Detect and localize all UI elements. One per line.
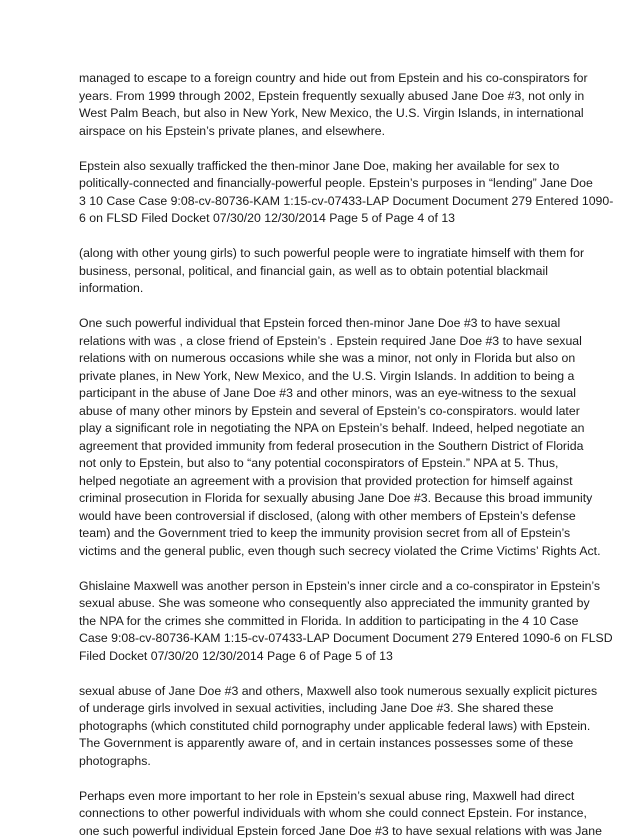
text-line: not only to Epstein, but also to “any potential coconspirators of Epstein.” NPA at 5. Thus, bbox=[79, 455, 564, 473]
paragraph-2 bbox=[79, 158, 564, 228]
text-line: 3 10 Case Case 9:08-cv-80736-KAM 1:15-cv-07433-LAP Document Document 279 Entered 1090- bbox=[79, 193, 564, 211]
text-line: 6 on FLSD Filed Docket 07/30/20 12/30/2014 Page 5 of Page 4 of 13 bbox=[79, 210, 564, 228]
text-line: connections to other powerful individuals with whom she could connect Epstein. For instance, bbox=[79, 805, 564, 823]
text-line: years. From 1999 through 2002, Epstein frequently sexually abused Jane Doe #3, not only in bbox=[79, 88, 564, 106]
paragraph-1 bbox=[79, 70, 564, 140]
text-line: business, personal, political, and financial gain, as well as to obtain potential blackmail bbox=[79, 263, 564, 281]
text-line: private planes, in New York, New Mexico, and the U.S. Virgin Islands. In addition to being a bbox=[79, 368, 564, 386]
text-line: participant in the abuse of Jane Doe #3 and other minors, was an eye-witness to the sexual bbox=[79, 385, 564, 403]
text-line: The Government is apparently aware of, and in certain instances possesses some of these bbox=[79, 735, 564, 753]
text-line: helped negotiate an agreement with a provision that provided protection for himself against bbox=[79, 473, 564, 491]
paragraph-7 bbox=[79, 788, 564, 840]
text-line: photographs (which constituted child pornography under applicable federal laws) with Epstein. bbox=[79, 718, 564, 736]
text-line: Epstein also sexually trafficked the then-minor Jane Doe, making her available for sex to bbox=[79, 158, 564, 176]
text-line: victims and the general public, even though such secrecy violated the Crime Victims’ Rights Act. bbox=[79, 543, 564, 561]
text-line: Case 9:08-cv-80736-KAM 1:15-cv-07433-LAP Document Document 279 Entered 1090-6 on FLSD bbox=[79, 630, 564, 648]
text-line: criminal prosecution in Florida for sexually abusing Jane Doe #3. Because this broad immunity bbox=[79, 490, 564, 508]
text-line: Perhaps even more important to her role in Epstein’s sexual abuse ring, Maxwell had direct bbox=[79, 788, 564, 806]
text-line: information. bbox=[79, 280, 564, 298]
text-line: would have been controversial if disclosed, (along with other members of Epstein’s defense bbox=[79, 508, 564, 526]
text-line: sexual abuse. She was someone who consequently also appreciated the immunity granted by bbox=[79, 595, 564, 613]
text-line: relations with was , a close friend of Epstein’s . Epstein required Jane Doe #3 to have sexual bbox=[79, 333, 564, 351]
text-line: team) and the Government tried to keep the immunity provision secret from all of Epstein’s bbox=[79, 525, 564, 543]
paragraph-5 bbox=[79, 578, 564, 666]
text-line: Ghislaine Maxwell was another person in Epstein’s inner circle and a co-conspirator in Epstein’s bbox=[79, 578, 564, 596]
text-line: Filed Docket 07/30/20 12/30/2014 Page 6 of Page 5 of 13 bbox=[79, 648, 564, 666]
text-line: West Palm Beach, but also in New York, New Mexico, the U.S. Virgin Islands, in international bbox=[79, 105, 564, 123]
text-line: One such powerful individual that Epstein forced then-minor Jane Doe #3 to have sexual bbox=[79, 315, 564, 333]
paragraph-4 bbox=[79, 315, 564, 560]
text-line: of underage girls involved in sexual activities, including Jane Doe #3. She shared these bbox=[79, 700, 564, 718]
text-line: airspace on his Epstein’s private planes, and elsewhere. bbox=[79, 123, 564, 141]
text-line: (along with other young girls) to such powerful people were to ingratiate himself with them for bbox=[79, 245, 564, 263]
text-line: abuse of many other minors by Epstein and several of Epstein’s co-conspirators. would later bbox=[79, 403, 564, 421]
text-line: one such powerful individual Epstein forced Jane Doe #3 to have sexual relations with was Jane bbox=[79, 823, 564, 840]
text-line: relations with on numerous occasions while she was a minor, not only in Florida but also on bbox=[79, 350, 564, 368]
text-line: play a significant role in negotiating the NPA on Epstein’s behalf. Indeed, helped negotiate an bbox=[79, 420, 564, 438]
text-line: the NPA for the crimes she committed in Florida. In addition to participating in the 4 10 Case bbox=[79, 613, 564, 631]
paragraph-6 bbox=[79, 683, 564, 771]
text-line: sexual abuse of Jane Doe #3 and others, Maxwell also took numerous sexually explicit pictures bbox=[79, 683, 564, 701]
text-line: photographs. bbox=[79, 753, 564, 771]
text-line: managed to escape to a foreign country and hide out from Epstein and his co-conspirators for bbox=[79, 70, 564, 88]
text-line: agreement that provided immunity from federal prosecution in the Southern District of Florida bbox=[79, 438, 564, 456]
paragraph-3 bbox=[79, 245, 564, 298]
text-line: politically-connected and financially-powerful people. Epstein’s purposes in “lending” Jane Doe bbox=[79, 175, 564, 193]
